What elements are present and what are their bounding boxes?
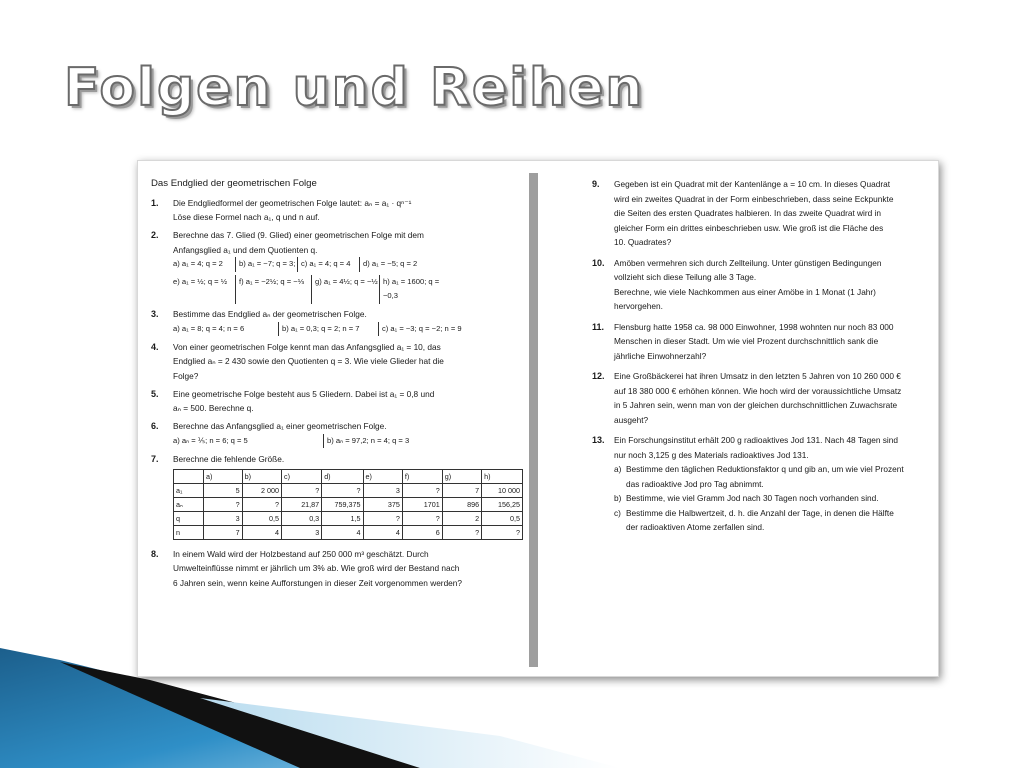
task-number: 13.	[592, 435, 605, 445]
table-cell: 5	[204, 484, 243, 498]
task-number: 6.	[151, 421, 159, 431]
table-cell: ?	[482, 526, 523, 540]
task-number: 2.	[151, 230, 159, 240]
task-number: 8.	[151, 548, 159, 559]
subtask-b	[614, 491, 932, 506]
subtask-letter: b)	[614, 493, 622, 503]
table-cell: 375	[363, 498, 402, 512]
task-text: Endglied aₙ = 2 430 sowie den Quotienten q = 3. Wie viele Glieder hat die	[173, 356, 444, 366]
task-option: g) a₁ = 4½; q = −½	[311, 275, 379, 304]
table-cell: 156,25	[482, 498, 523, 512]
task-10	[592, 256, 932, 314]
table-cell: ?	[204, 498, 243, 512]
task-text: der radioaktiven Atome zerfallen sind.	[626, 522, 765, 532]
task-option: e) a₁ = ½; q = ½	[173, 276, 228, 286]
task-text: Berechne das Anfangsglied a₁ einer geometrischen Folge.	[173, 421, 387, 431]
table-cell: 1701	[402, 498, 442, 512]
subtask-letter: a)	[614, 464, 622, 474]
task-text: Bestimme die Halbwertzeit, d. h. die Anzahl der Tage, in denen die Hälfte	[626, 507, 894, 518]
table-cell: ?	[402, 484, 442, 498]
task-number: 7.	[151, 453, 159, 464]
table-cell: ?	[281, 484, 321, 498]
task-option: d) a₁ = −5; q = 2	[359, 257, 429, 272]
table-cell: ?	[402, 512, 442, 526]
task-number: 12.	[592, 371, 605, 381]
table-cell: 10 000	[482, 484, 523, 498]
task-8	[151, 547, 523, 591]
task-option: a) a₁ = 4; q = 2	[173, 259, 223, 268]
table-cell: 759,375	[322, 498, 363, 512]
task-4	[151, 340, 523, 384]
slide-title: Folgen und Reihen	[64, 58, 645, 118]
task-number: 1.	[151, 197, 159, 208]
task-number: 9.	[592, 179, 600, 189]
worksheet-image	[137, 160, 939, 677]
worksheet-right-column	[592, 177, 932, 538]
task-option: b) a₁ = 0,3; q = 2; n = 7	[278, 322, 378, 337]
task-number: 10.	[592, 257, 605, 268]
table-cell: 7	[442, 484, 481, 498]
task-text: Amöben vermehren sich durch Zellteilung. Unter günstigen Bedingungen	[614, 257, 882, 268]
task-text: Menschen in dieser Stadt. Um wie viel Prozent durchschnittlich sank die	[614, 336, 879, 346]
task-text: Bestimme, wie viel Gramm Jod nach 30 Tagen noch vorhanden sind.	[626, 493, 879, 503]
table-cell: ?	[363, 512, 402, 526]
task-11	[592, 320, 932, 364]
task-text: das radioaktive Jod pro Tag abnimmt.	[626, 478, 764, 489]
table-cell: q	[174, 512, 204, 526]
table-cell: h)	[482, 470, 523, 484]
task-text: hervorgehen.	[614, 301, 663, 311]
worksheet-left-column	[151, 177, 523, 594]
table-cell: 3	[281, 526, 321, 540]
task-text: 10. Quadrates?	[614, 237, 672, 247]
table-cell: 3	[363, 484, 402, 498]
table-cell	[174, 470, 204, 484]
task-text: wird ein zweites Quadrat in der Form einbeschrieben, dass seine Eckpunkte	[614, 193, 894, 204]
task-text: Eine Großbäckerei hat ihren Umsatz in den letzten 5 Jahren von 10 260 000 €	[614, 371, 901, 381]
task-text: aₙ = 500. Berechne q.	[173, 403, 254, 413]
task-2	[151, 228, 523, 304]
table-row	[174, 526, 523, 540]
task-text: Umwelteinflüsse nimmt er jährlich um 3% ab. Wie groß wird der Bestand nach	[173, 563, 460, 573]
task-9	[592, 177, 932, 250]
task-option: c) a₁ = −3; q = −2; n = 9	[378, 322, 488, 337]
task-6	[151, 419, 523, 448]
task-text: in 5 Jahren sein, wenn man von der gleichen durchschnittlichen Zuwachsrate	[614, 400, 898, 410]
table-cell: ?	[242, 498, 281, 512]
task-text: vollzieht sich diese Teilung alle 3 Tage.	[614, 272, 757, 282]
table-cell: 6	[402, 526, 442, 540]
table-cell: g)	[442, 470, 481, 484]
task-option: a) aₙ = ⅕; n = 6; q = 5	[173, 435, 248, 445]
table-row	[174, 484, 523, 498]
task-text: In einem Wald wird der Holzbestand auf 250 000 m³ geschätzt. Durch	[173, 548, 429, 559]
task-text: nur noch 3,125 g des Materials radioaktives Jod 131.	[614, 449, 809, 460]
task-option: a) a₁ = 8; q = 4; n = 6	[173, 323, 245, 333]
subtask-a	[614, 462, 932, 491]
table-cell: c)	[281, 470, 321, 484]
task-13	[592, 433, 932, 535]
task-text: Bestimme das Endglied aₙ der geometrischen Folge.	[173, 309, 367, 319]
task-number: 5.	[151, 388, 159, 399]
task-option: b) aₙ = 97,2; n = 4; q = 3	[323, 434, 473, 449]
table-cell: 0,3	[281, 512, 321, 526]
task-7	[151, 452, 523, 544]
task-number: 3.	[151, 309, 159, 319]
table-row	[174, 498, 523, 512]
task-option: c) a₁ = 4; q = 4	[297, 257, 359, 272]
column-divider	[529, 173, 538, 667]
task-text: Bestimme den täglichen Reduktionsfaktor q und gib an, um wie viel Prozent	[626, 464, 904, 474]
task-number: 11.	[592, 321, 605, 332]
table-cell: 7	[204, 526, 243, 540]
subtask-letter: c)	[614, 507, 621, 518]
task-text: Von einer geometrischen Folge kennt man das Anfangsglied a₁ = 10, das	[173, 341, 441, 352]
table-cell: a)	[204, 470, 243, 484]
data-table	[173, 469, 523, 540]
task-1	[151, 196, 523, 225]
table-cell: d)	[322, 470, 363, 484]
task-number: 4.	[151, 341, 159, 352]
task-text: Berechne die fehlende Größe.	[173, 453, 285, 464]
subtask-c	[614, 506, 932, 535]
slide-decoration	[0, 640, 1024, 768]
table-header-row	[174, 470, 523, 484]
task-5	[151, 387, 523, 416]
task-text: Eine geometrische Folge besteht aus 5 Gliedern. Dabei ist a₁ = 0,8 und	[173, 388, 435, 399]
task-text: Berechne das 7. Glied (9. Glied) einer geometrischen Folge mit dem	[173, 230, 424, 240]
task-text: gleicher Form ein drittes einbeschrieben usw. Wie groß ist die Fläche des	[614, 222, 884, 233]
task-option: h) a₁ = 1600; q = −0,3	[379, 275, 453, 304]
task-text: Die Endgliedformel der geometrischen Folge lautet: aₙ = a₁ · qⁿ⁻¹	[173, 197, 412, 208]
table-cell: f)	[402, 470, 442, 484]
task-12	[592, 369, 932, 427]
table-cell: 0,5	[242, 512, 281, 526]
task-text: Berechne, wie viele Nachkommen aus einer Amöbe in 1 Monat (1 Jahr)	[614, 286, 876, 297]
table-cell: 21,87	[281, 498, 321, 512]
task-text: die Seiten des ersten Quadrates halbieren. In das zweite Quadrat wird in	[614, 208, 882, 218]
table-cell: b)	[242, 470, 281, 484]
table-cell: aₙ	[174, 498, 204, 512]
task-text: auf 18 380 000 € erhöhen können. Wie hoch wird der voraussichtliche Umsatz	[614, 385, 902, 396]
task-text: Folge?	[173, 370, 199, 381]
task-option: b) a₁ = −7; q = 3;	[235, 257, 297, 272]
task-text: jährliche Einwohnerzahl?	[614, 350, 707, 361]
table-cell: a₁	[174, 484, 204, 498]
task-text: Flensburg hatte 1958 ca. 98 000 Einwohner, 1998 wohnten nur noch 83 000	[614, 321, 894, 332]
task-text: Gegeben ist ein Quadrat mit der Kantenlänge a = 10 cm. In dieses Quadrat	[614, 179, 891, 189]
task-option: f) a₁ = −2½; q = −⅓	[235, 275, 311, 304]
task-text: ausgeht?	[614, 414, 649, 425]
task-text: Anfangsglied a₁ und dem Quotienten q.	[173, 244, 318, 255]
table-cell: 1,5	[322, 512, 363, 526]
table-cell: 2 000	[242, 484, 281, 498]
table-cell: 896	[442, 498, 481, 512]
task-text: Löse diese Formel nach a₁, q und n auf.	[173, 212, 320, 222]
table-cell: n	[174, 526, 204, 540]
table-row	[174, 512, 523, 526]
table-cell: 4	[322, 526, 363, 540]
table-cell: 2	[442, 512, 481, 526]
worksheet-heading: Das Endglied der geometrischen Folge	[151, 178, 317, 189]
table-cell: 0,5	[482, 512, 523, 526]
table-cell: 4	[363, 526, 402, 540]
task-text: 6 Jahren sein, wenn keine Aufforstungen in dieser Zeit vorgenommen werden?	[173, 577, 463, 588]
table-cell: ?	[442, 526, 481, 540]
table-cell: e)	[363, 470, 402, 484]
table-cell: 3	[204, 512, 243, 526]
table-cell: ?	[322, 484, 363, 498]
table-cell: 4	[242, 526, 281, 540]
task-text: Ein Forschungsinstitut erhält 200 g radioaktives Jod 131. Nach 48 Tagen sind	[614, 435, 898, 445]
task-3	[151, 307, 523, 336]
